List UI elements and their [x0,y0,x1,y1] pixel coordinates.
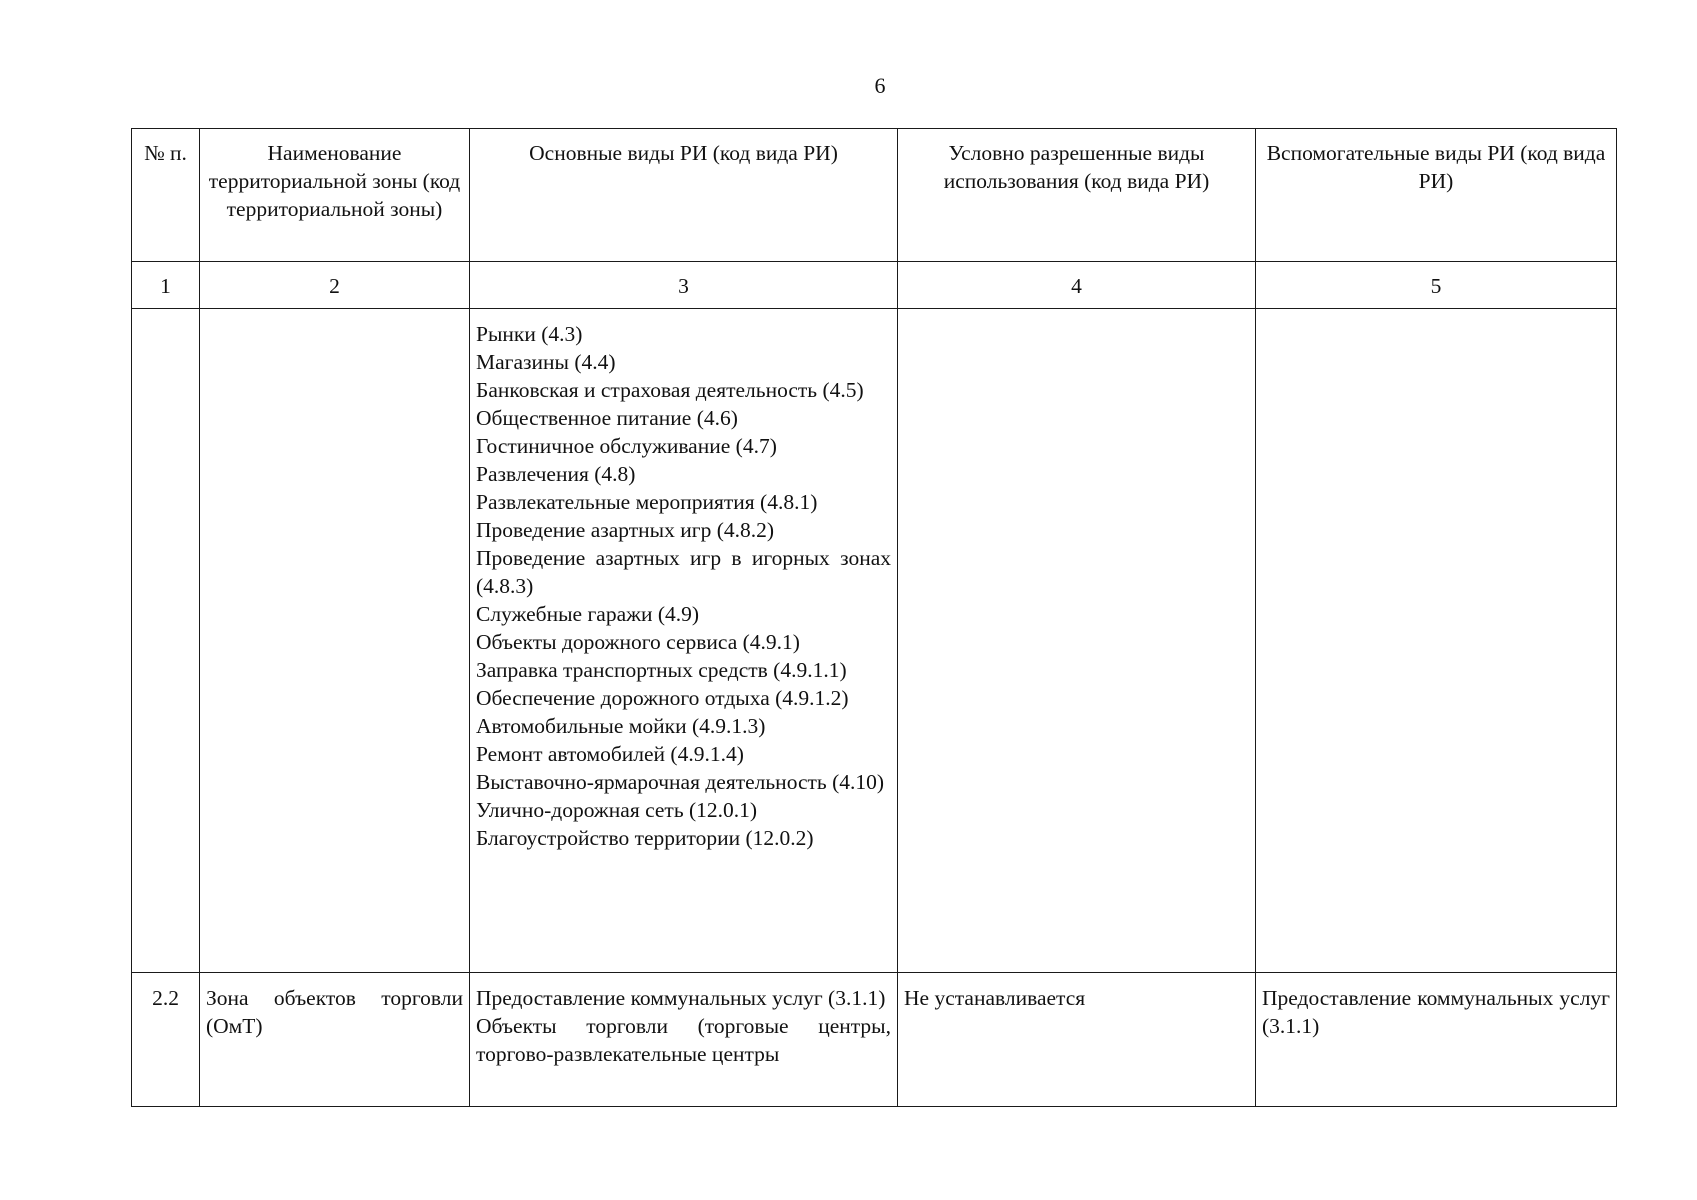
main-use-item: Служебные гаражи (4.9) [476,602,700,626]
auxiliary-uses-cell: Предоставление коммунальных услуг (3.1.1) [1256,973,1617,1107]
header-number: № п. [132,129,200,262]
column-number: 4 [898,262,1256,309]
main-use-item: Общественное питание (4.6) [476,406,738,430]
main-use-item: Рынки (4.3) [476,322,583,346]
header-conditional-uses: Условно разрешенные виды использования (код вида РИ) [898,129,1256,262]
main-uses-cell [470,309,898,973]
main-use-item: Выставочно-ярмарочная деятельность (4.10) [476,770,885,794]
main-uses-cell [470,973,898,1107]
row-number-cell: 2.2 [132,973,200,1107]
zone-name-cell [200,309,470,973]
table-row [132,309,1617,973]
column-number: 1 [132,262,200,309]
main-use-item: Проведение азартных игр (4.8.2) [476,518,775,542]
auxiliary-uses-cell [1256,309,1617,973]
header-main-uses: Основные виды РИ (код вида РИ) [470,129,898,262]
main-use-item: Заправка транспортных средств (4.9.1.1) [476,658,847,682]
column-number: 3 [470,262,898,309]
column-number: 2 [200,262,470,309]
column-number-row [132,262,1617,309]
main-use-item: Гостиничное обслуживание (4.7) [476,434,777,458]
zone-name-cell: Зона объектов торговли (ОмТ) [200,973,470,1107]
main-use-item: Банковская и страховая деятельность (4.5) [476,378,864,402]
main-use-item: Автомобильные мойки (4.9.1.3) [476,714,766,738]
main-use-item: Развлекательные мероприятия (4.8.1) [476,490,818,514]
table-header-row [132,129,1617,262]
main-use-item: Предоставление коммунальных услуг (3.1.1) [476,986,886,1010]
column-number: 5 [1256,262,1617,309]
main-use-item: Обеспечение дорожного отдыха (4.9.1.2) [476,686,849,710]
main-use-item: Объекты торговли (торговые центры, торгово-развлекательные центры [476,1014,891,1066]
zoning-table [131,128,1617,1107]
main-use-item: Магазины (4.4) [476,350,616,374]
header-zone-name: Наименование территориальной зоны (код территориальной зоны) [200,129,470,262]
main-use-item: Благоустройство территории (12.0.2) [476,826,814,850]
header-auxiliary-uses: Вспомогательные виды РИ (код вида РИ) [1256,129,1617,262]
main-use-item: Объекты дорожного сервиса (4.9.1) [476,630,800,654]
conditional-uses-cell: Не устанавливается [898,973,1256,1107]
row-number-cell [132,309,200,973]
main-use-item: Ремонт автомобилей (4.9.1.4) [476,742,744,766]
main-use-item: Улично-дорожная сеть (12.0.1) [476,798,758,822]
conditional-uses-cell [898,309,1256,973]
page-number: 6 [874,73,886,98]
main-use-item: Проведение азартных игр в игорных зонах (4.8.3) [476,546,891,598]
main-use-item: Развлечения (4.8) [476,462,636,486]
table-row [132,973,1617,1107]
